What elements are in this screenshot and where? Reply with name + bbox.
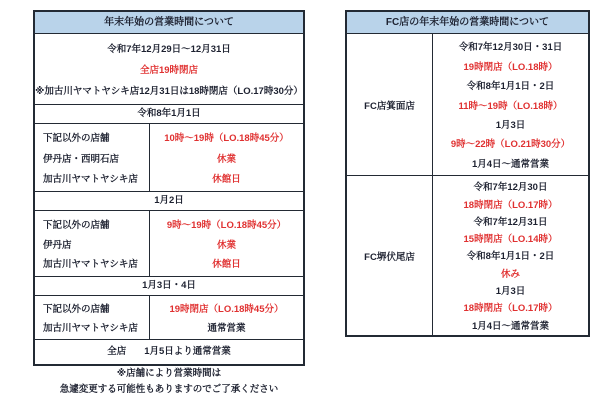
store-name: 加古川ヤマトヤシキ店: [43, 259, 138, 271]
store-hours: 10時～19時（LO.18時45分）: [164, 133, 289, 145]
fc-store-row: [347, 176, 588, 335]
fc-store-name: FC堺伏尾店: [364, 251, 415, 263]
fc-store-name: FC店箕面店: [364, 100, 415, 112]
store-name-column: [35, 211, 149, 276]
fc-schedule-date: 令和8年1月1日・2日: [466, 81, 555, 93]
store-hours: 休業: [216, 239, 236, 251]
store-name: 下記以外の店舗: [43, 133, 110, 145]
fc-schedule-date: 1月3日: [495, 286, 526, 298]
store-hours: 休館日: [212, 259, 241, 271]
disclaimer-note: [33, 366, 305, 398]
fc-schedule-date: 令和8年1月1日・2日: [466, 251, 555, 263]
all-stores-text: 1月5日より通常営業: [144, 346, 231, 357]
store-rows: [35, 211, 303, 277]
store-hours-column: [149, 296, 303, 339]
section-date-header: 1月3日・4日: [35, 277, 303, 296]
all-stores-label: 全店: [107, 346, 127, 357]
fc-schedule-hours: 休み: [500, 268, 520, 280]
store-name-column: [35, 296, 149, 339]
store-hours: 休館日: [212, 173, 241, 185]
fc-schedule-date: 令和7年12月30日・31日: [458, 42, 563, 54]
fc-schedule-hours: 9時～22時（LO.21時30分）: [450, 139, 571, 151]
period-exception-note: ※加古川ヤマトヤシキ店12月31日は18時閉店（LO.17時30分）: [35, 86, 303, 97]
store-name: 加古川ヤマトヤシキ店: [43, 323, 138, 334]
fc-schedule-hours: 18時閉店（LO.17時）: [463, 303, 558, 315]
fc-schedule: [432, 34, 588, 175]
fc-schedule-date: 1月4日～通常営業: [471, 320, 550, 332]
all-stores-row: [35, 340, 303, 364]
fc-schedule-hours: 15時閉店（LO.14時）: [463, 234, 558, 246]
disclaimer-line: 急遽変更する可能性もありますのでご了承ください: [59, 384, 279, 395]
fc-table-title: FC店の年末年始の営業時間について: [347, 12, 588, 34]
store-name: 加古川ヤマトヤシキ店: [43, 173, 138, 185]
section-date-header: 令和8年1月1日: [35, 105, 303, 124]
store-hours: 19時閉店（LO.18時45分）: [169, 304, 284, 315]
period-dec-block: [35, 34, 303, 105]
store-hours: 9時～19時（LO.18時45分）: [166, 219, 287, 231]
main-table-title: 年末年始の営業時間について: [35, 12, 303, 34]
fc-schedule: [432, 176, 588, 335]
fc-hours-table: [345, 10, 590, 337]
period-date-range: 令和7年12月29日～12月31日: [107, 44, 231, 55]
main-hours-table: [33, 10, 305, 366]
fc-schedule-date: 1月4日～通常営業: [471, 158, 550, 170]
store-rows: [35, 124, 303, 192]
store-hours-column: [149, 124, 303, 191]
store-name: 伊丹店: [43, 239, 72, 251]
fc-schedule-date: 令和7年12月31日: [473, 216, 548, 228]
store-name: 伊丹店・西明石店: [43, 153, 120, 165]
fc-store-row: [347, 34, 588, 176]
fc-schedule-date: 令和7年12月30日: [473, 182, 548, 194]
store-name: 下記以外の店舗: [43, 219, 110, 231]
disclaimer-line: ※店舗により営業時間は: [116, 368, 222, 379]
store-hours-column: [149, 211, 303, 276]
period-closing-time: 全店19時閉店: [139, 65, 199, 76]
fc-schedule-hours: 18時閉店（LO.17時）: [463, 199, 558, 211]
fc-schedule-hours: 19時閉店（LO.18時）: [463, 61, 558, 73]
store-name-column: [35, 124, 149, 191]
fc-schedule-hours: 11時～19時（LO.18時）: [458, 100, 563, 112]
store-hours: 通常営業: [207, 323, 246, 334]
store-rows: [35, 296, 303, 340]
fc-schedule-date: 1月3日: [495, 119, 526, 131]
section-date-header: 1月2日: [35, 192, 303, 211]
store-name: 下記以外の店舗: [43, 304, 110, 315]
store-hours: 休業: [216, 153, 236, 165]
